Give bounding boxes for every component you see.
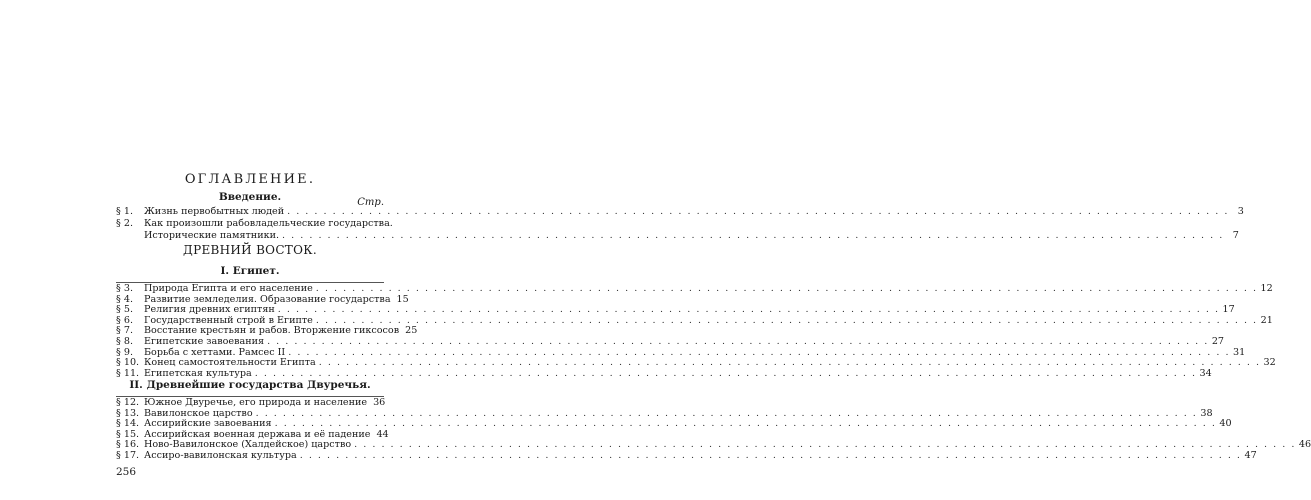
toc-entry-number: § 3. <box>116 283 133 294</box>
toc-entry-number: § 4. <box>116 293 133 305</box>
toc-entry-title: Восстание крестьян и рабов. Вторжение гиксосов <box>144 325 400 337</box>
toc-entry-number: § 6. <box>116 314 133 326</box>
toc-entry-title: Жизнь первобытных людей <box>144 206 285 217</box>
toc-entry-page: 44 <box>376 428 389 440</box>
toc-entry-page: 27 <box>1211 336 1225 347</box>
toc-entry-number: § 5. <box>116 304 133 316</box>
toc-entry-page: 36 <box>373 397 386 408</box>
dot-leader <box>316 315 1258 327</box>
toc-entry <box>116 450 1257 462</box>
toc-entry-number: § 7. <box>116 325 133 337</box>
toc-entry-title: Борьба с хеттами. Рамсес II <box>144 346 286 358</box>
toc-entry-number: § 13. <box>116 407 140 419</box>
page-number-folio: 256 <box>116 466 137 478</box>
toc-entry-page: 15 <box>396 293 409 305</box>
toc-entry-title: Природа Египта и его население <box>144 283 313 294</box>
toc-entry-number: § 11. <box>116 367 140 379</box>
toc-entry-title: Конец самостоятельности Египта <box>144 357 316 369</box>
toc-entry-number: § 8. <box>116 336 133 347</box>
toc-title: ОГЛАВЛЕНИЕ. <box>184 172 316 187</box>
toc-entry-number: § 14. <box>116 418 140 430</box>
section-heading-intro: Введение. <box>218 191 282 203</box>
toc-entry-page: 32 <box>1263 357 1276 369</box>
dot-leader <box>255 368 1197 380</box>
toc-entry-number: § 1. <box>116 206 133 217</box>
toc-entry-title: Ассиро-вавилонская культура <box>144 450 297 461</box>
dot-leader <box>275 418 1217 430</box>
toc-entry-title: Ассирийские завоевания <box>144 418 272 430</box>
toc-entry-page: 12 <box>1260 283 1273 294</box>
toc-entry-title: Ново-Вавилонское (Халдейское) царство <box>144 439 352 451</box>
toc-entry-page: 7 <box>1232 230 1239 241</box>
toc-entry-page: 40 <box>1219 418 1232 430</box>
toc-entry-title: Религия древних египтян <box>144 304 275 316</box>
toc-entry-page: 34 <box>1199 367 1212 379</box>
toc-entry-title: Южное Двуречье, его природа и население <box>144 397 368 408</box>
toc-entry <box>116 367 1212 380</box>
toc-entry <box>116 230 1239 242</box>
toc-entry-title: Ассирийская военная держава и её падение <box>144 428 371 440</box>
section-heading-mesopotamia: II. Древнейшие государства Двуречья. <box>129 379 371 391</box>
toc-entry-title: Исторические памятники. <box>144 230 280 241</box>
section-heading-egypt: I. Египет. <box>220 265 280 277</box>
toc-entry-page: 25 <box>405 325 418 337</box>
dot-leader <box>282 230 1224 242</box>
toc-entry-number: § 12. <box>116 397 140 408</box>
toc-entry-page: 47 <box>1244 450 1257 461</box>
toc-entry-page: 21 <box>1260 314 1273 326</box>
toc-entry-number: § 10. <box>116 357 140 369</box>
toc-entry-number: § 15. <box>116 428 140 440</box>
toc-entry-title: Вавилонское царство <box>144 407 253 419</box>
toc-entry-title: Развитие земледелия. Образование государства <box>144 293 391 305</box>
toc-entry-title: Как произошли рабовладельческие государства. <box>144 218 393 229</box>
toc-entry-number: § 9. <box>116 346 133 358</box>
dot-leader <box>287 206 1229 218</box>
dot-leader <box>316 283 1258 295</box>
toc-entry-page: 17 <box>1222 304 1235 316</box>
toc-entry-page: 3 <box>1237 206 1244 217</box>
toc-entry-page: 46 <box>1298 439 1311 451</box>
toc-entry <box>116 218 393 230</box>
dot-leader <box>300 450 1242 462</box>
part-heading: ДРЕВНИЙ ВОСТОК. <box>183 243 317 257</box>
toc-entry-page: 31 <box>1233 346 1246 358</box>
toc-entry-title: Государственный строй в Египте <box>144 314 313 326</box>
toc-entry-number: § 17. <box>116 450 140 461</box>
toc-entry <box>116 206 1244 218</box>
toc-entry-page: 38 <box>1200 407 1213 419</box>
toc-entry-number: § 16. <box>116 439 140 451</box>
page-column-label: Стр. <box>357 197 384 208</box>
toc-entry-title: Египетская культура <box>144 367 252 379</box>
toc-entry-number: § 2. <box>116 218 133 229</box>
toc-entry-title: Египетские завоевания <box>144 336 265 347</box>
